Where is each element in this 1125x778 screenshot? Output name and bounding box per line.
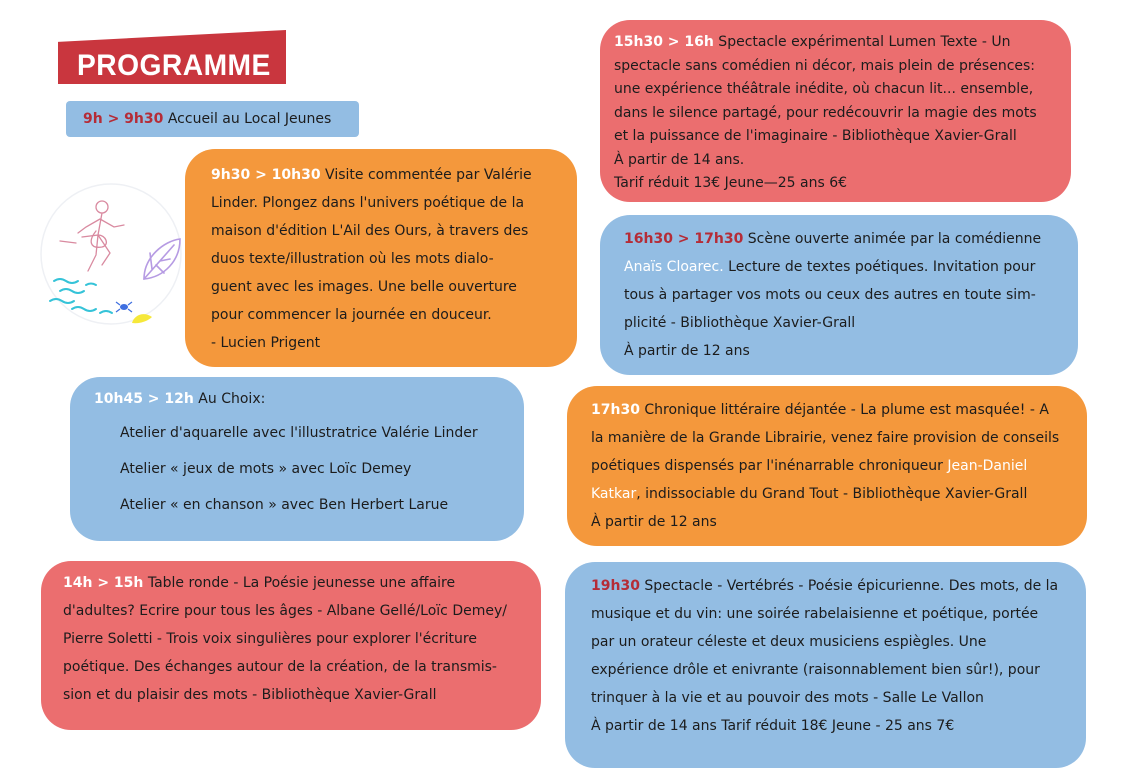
- text-line: Scène ouverte animée par la comédienne: [743, 231, 1042, 247]
- text-line: musique et du vin: une soirée rabelaisienne et poétique, portée: [591, 606, 1039, 622]
- time-label: 15h30 > 16h: [614, 34, 714, 50]
- text-line: pour commencer la journée en douceur.: [211, 307, 492, 323]
- text-line: , indissociable du Grand Tout - Bibliothèque Xavier-Grall: [636, 486, 1028, 502]
- atelier-item: Atelier « jeux de mots » avec Loïc Demey: [120, 461, 412, 477]
- text-line: par un orateur céleste et deux musiciens espiègles. Une: [591, 634, 987, 650]
- time-label: 19h30: [591, 578, 640, 594]
- text-line: Visite commentée par Valérie: [320, 167, 532, 183]
- text-line: trinquer à la vie et au pouvoir des mots - Salle Le Vallon: [591, 690, 984, 706]
- age-info: À partir de 12 ans: [624, 343, 750, 359]
- text-line: spectacle sans comédien ni décor, mais plein de présences:: [614, 57, 1036, 74]
- time-label: 17h30: [591, 402, 640, 418]
- time-label: 9h > 9h30: [83, 111, 164, 127]
- schedule-item-scene-ouverte: [600, 215, 1078, 375]
- age-info: À partir de 12 ans: [591, 514, 717, 530]
- artist-name: Anaïs Cloarec.: [624, 259, 724, 275]
- text-line: Lecture de textes poétiques. Invitation pour: [723, 259, 1036, 275]
- page-title: PROGRAMME: [77, 49, 271, 82]
- atelier-item: Atelier « en chanson » avec Ben Herbert Larue: [120, 497, 449, 513]
- text-line: poétique. Des échanges autour de la création, de la transmis-: [63, 659, 497, 675]
- time-label: 9h30 > 10h30: [211, 167, 321, 183]
- schedule-item-visite: [185, 149, 577, 367]
- artist-name-continued: Katkar: [591, 486, 637, 502]
- text-line: d'adultes? Ecrire pour tous les âges - Albane Gellé/Loïc Demey/: [63, 603, 507, 619]
- text-line: dans le silence partagé, pour redécouvrir la magie des mots: [614, 104, 1037, 121]
- section-title: Au Choix:: [193, 391, 266, 407]
- text-line: Pierre Soletti - Trois voix singulières pour explorer l'écriture: [63, 631, 477, 647]
- text-line: sion et du plaisir des mots - Bibliothèque Xavier-Grall: [63, 687, 437, 703]
- text-line: une expérience théâtrale inédite, où chacun lit... ensemble,: [614, 81, 1034, 97]
- text-line: duos texte/illustration où les mots dialo-: [211, 251, 494, 267]
- text-line: tous à partager vos mots ou ceux des autres en toute sim-: [624, 287, 1036, 303]
- text-line: expérience drôle et enivrante (raisonnablement bien sûr!), pour: [591, 662, 1040, 678]
- text-line: et la puissance de l'imaginaire - Bibliothèque Xavier-Grall: [614, 128, 1017, 144]
- price-info: À partir de 14 ans Tarif réduit 18€ Jeune - 25 ans 7€: [591, 718, 955, 734]
- schedule-item-ateliers: [70, 377, 524, 541]
- artist-name: Jean-Daniel: [947, 458, 1028, 474]
- schedule-item-vertebres: [565, 562, 1086, 768]
- price-info: Tarif réduit 13€ Jeune—25 ans 6€: [614, 175, 848, 191]
- text-line: guent avec les images. Une belle ouverture: [211, 279, 517, 295]
- time-label: 16h30 > 17h30: [624, 231, 744, 247]
- event-text: Accueil au Local Jeunes: [163, 111, 332, 127]
- schedule-item-accueil: [66, 101, 359, 137]
- time-label: 14h > 15h: [63, 575, 144, 591]
- text-line: la manière de la Grande Librairie, venez faire provision de conseils: [591, 430, 1060, 446]
- age-info: À partir de 14 ans.: [614, 151, 745, 168]
- time-label: 10h45 > 12h: [94, 391, 194, 407]
- schedule-item-lumen-texte: [600, 20, 1071, 202]
- poetry-illustration: [40, 183, 182, 325]
- text-line: Linder. Plongez dans l'univers poétique de la: [211, 195, 525, 211]
- text-line: plicité - Bibliothèque Xavier-Grall: [624, 315, 856, 331]
- text-line: Table ronde - La Poésie jeunesse une affaire: [143, 575, 456, 591]
- text-line: Spectacle - Vertébrés - Poésie épicurienne. Des mots, de la: [639, 578, 1059, 594]
- text-line: - Lucien Prigent: [211, 335, 321, 351]
- atelier-item: Atelier d'aquarelle avec l'illustratrice Valérie Linder: [120, 425, 478, 441]
- text-line: Chronique littéraire déjantée - La plume est masquée! - A: [639, 402, 1049, 418]
- schedule-item-chronique: [567, 386, 1087, 546]
- text-line: maison d'édition L'Ail des Ours, à travers des: [211, 223, 529, 239]
- text-line: poétiques dispensés par l'inénarrable chroniqueur: [591, 458, 948, 474]
- schedule-item-table-ronde: [41, 561, 541, 730]
- text-line: Spectacle expérimental Lumen Texte - Un: [713, 34, 1011, 50]
